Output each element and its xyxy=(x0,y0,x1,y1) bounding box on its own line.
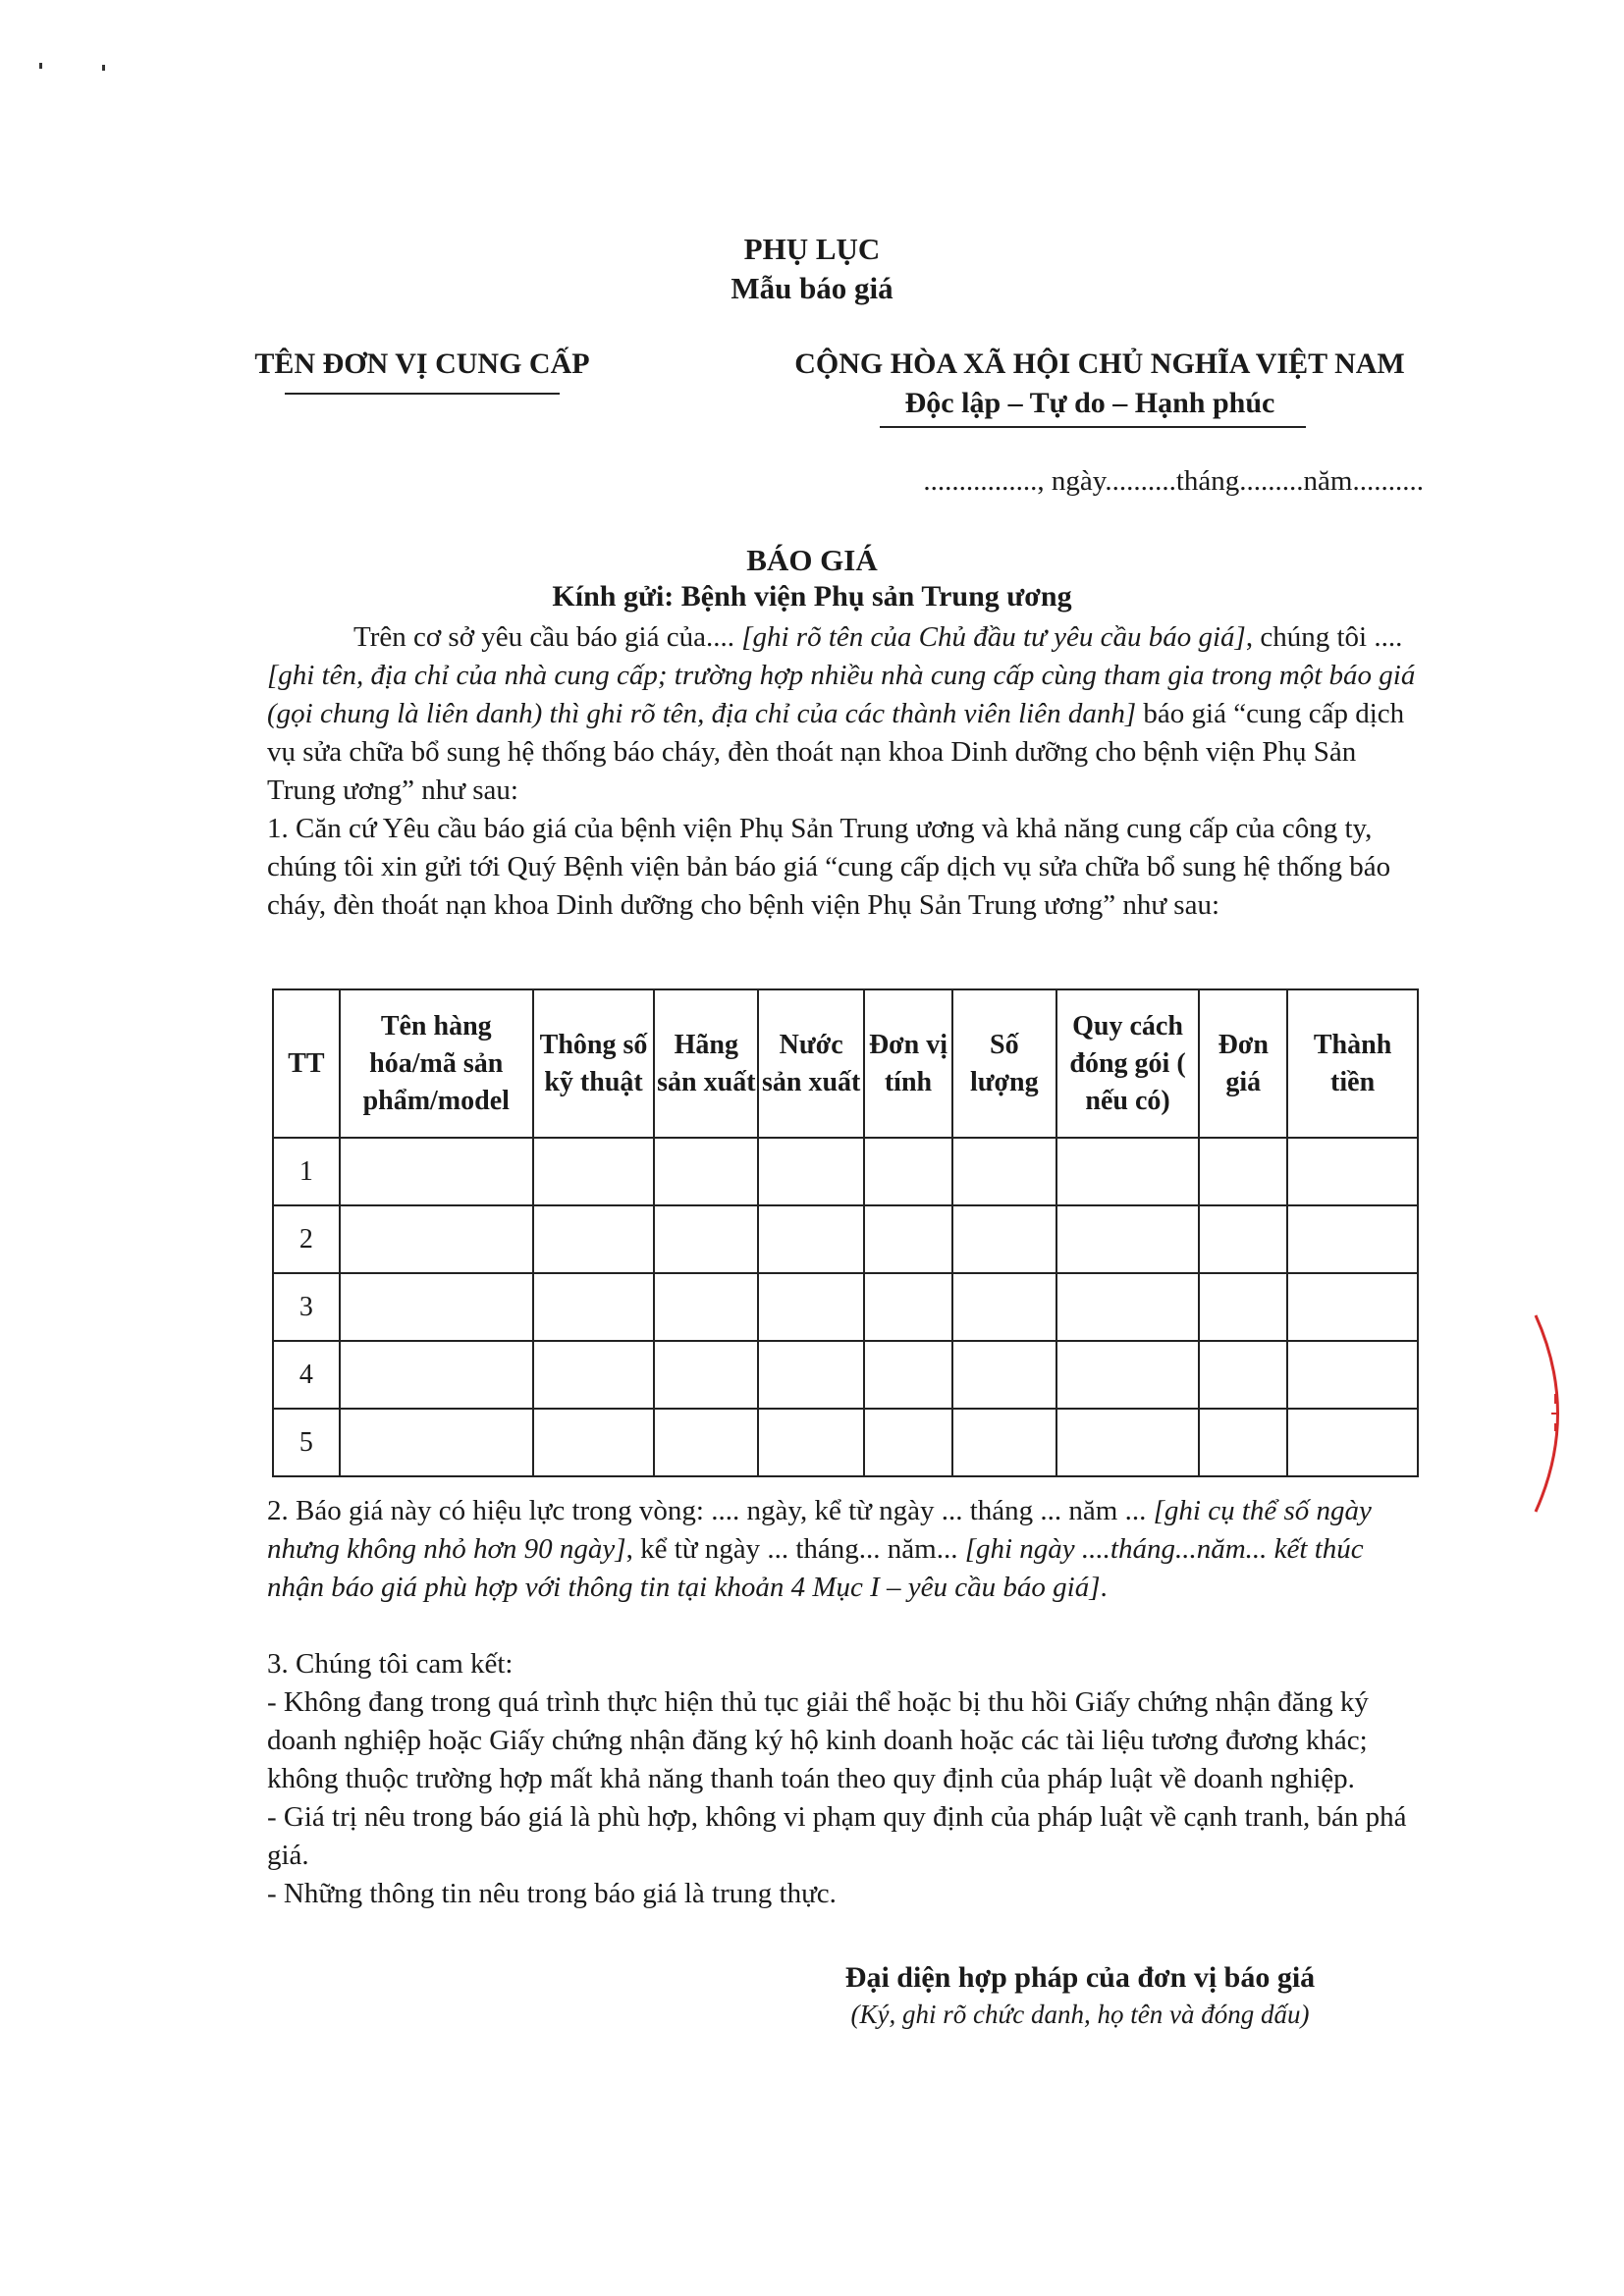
table-row xyxy=(273,1273,1418,1341)
table-row xyxy=(273,1138,1418,1205)
empty-cell xyxy=(758,1409,864,1476)
empty-cell xyxy=(340,1205,533,1273)
empty-cell xyxy=(654,1205,758,1273)
empty-cell xyxy=(533,1138,655,1205)
col-header-unit: Đơn vị tính xyxy=(864,989,952,1138)
empty-cell xyxy=(1199,1205,1287,1273)
intro-text: Trên cơ sở yêu cầu báo giá của.... xyxy=(353,621,742,653)
empty-cell xyxy=(340,1273,533,1341)
supplier-name-heading: TÊN ĐƠN VỊ CUNG CẤP xyxy=(254,347,590,380)
row-number-cell: 4 xyxy=(273,1341,340,1409)
empty-cell xyxy=(654,1341,758,1409)
empty-cell xyxy=(1056,1409,1200,1476)
intro-text: , chúng tôi .... xyxy=(1245,621,1403,653)
national-motto: Độc lập – Tự do – Hạnh phúc xyxy=(904,387,1275,419)
empty-cell xyxy=(758,1205,864,1273)
empty-cell xyxy=(1199,1138,1287,1205)
item-2-paragraph xyxy=(267,1492,1426,1607)
empty-cell xyxy=(1056,1273,1200,1341)
intro-text: báo giá “cung cấp dịch vụ sửa chữa bổ sung hệ thống báo cháy, đèn thoát nạn khoa Dinh dưỡng cho bệnh viện Phụ Sản Trung ương” như sau: xyxy=(267,698,1405,806)
empty-cell xyxy=(1287,1138,1418,1205)
row-number-cell: 1 xyxy=(273,1138,340,1205)
empty-cell xyxy=(864,1409,952,1476)
item-1-paragraph: 1. Căn cứ Yêu cầu báo giá của bệnh viện Phụ Sản Trung ương và khả năng cung cấp của công ty, chúng tôi xin gửi tới Quý Bệnh viện bản báo giá “cung cấp dịch vụ sửa chữa bổ sung hệ thống báo cháy, đèn thoát nạn khoa Dinh dưỡng cho bệnh viện Phụ Sản Trung ương” như sau: xyxy=(267,813,1391,921)
recipient-line: Kính gửi: Bệnh viện Phụ sản Trung ương xyxy=(552,580,1072,613)
empty-cell xyxy=(952,1341,1056,1409)
row-number-cell: 2 xyxy=(273,1205,340,1273)
col-header-specs: Thông số kỹ thuật xyxy=(533,989,655,1138)
empty-cell xyxy=(864,1273,952,1341)
scan-speck xyxy=(39,63,42,69)
empty-cell xyxy=(758,1273,864,1341)
scan-speck xyxy=(102,65,105,71)
empty-cell xyxy=(533,1409,655,1476)
empty-cell xyxy=(1056,1341,1200,1409)
annex-subtitle: Mẫu báo giá xyxy=(731,271,893,305)
row-number-cell: 5 xyxy=(273,1409,340,1476)
empty-cell xyxy=(654,1409,758,1476)
intro-instruction: [ghi tên, địa chỉ của nhà cung cấp; trường hợp nhiều nhà cung cấp cùng tham gia trong một báo giá (gọi chung là liên danh) thì ghi rõ tên, địa chỉ của các thành viên liên danh] xyxy=(267,660,1416,729)
intro-paragraph xyxy=(267,618,1426,810)
row-number-cell: 3 xyxy=(273,1273,340,1341)
empty-cell xyxy=(1199,1273,1287,1341)
empty-cell xyxy=(952,1205,1056,1273)
empty-cell xyxy=(533,1273,655,1341)
empty-cell xyxy=(654,1138,758,1205)
commitment-3: - Những thông tin nêu trong báo giá là trung thực. xyxy=(267,1878,837,1909)
item-2-instruction: [ghi cụ thể số ngày nhưng không nhỏ hơn 90 ngày] xyxy=(267,1495,1372,1565)
table-row xyxy=(273,1341,1418,1409)
empty-cell xyxy=(340,1409,533,1476)
commitment-1: - Không đang trong quá trình thực hiện thủ tục giải thể hoặc bị thu hồi Giấy chứng nhận đăng ký doanh nghiệp hoặc Giấy chứng nhận đăng ký hộ kinh doanh hoặc các tài liệu tương đương khác; không thuộc trường hợp mất khả năng thanh toán theo quy định của pháp luật về doanh nghiệp. xyxy=(267,1686,1369,1794)
table-row xyxy=(273,1409,1418,1476)
col-header-product-name: Tên hàng hóa/mã sản phẩm/model xyxy=(340,989,533,1138)
stamp-edge-mark xyxy=(1526,1306,1585,1522)
annex-title: PHỤ LỤC xyxy=(743,232,881,266)
motto-underline xyxy=(880,426,1306,428)
item-2-instruction: [ghi ngày ....tháng...năm... kết thúc nhận báo giá phù hợp với thông tin tại khoản 4 Mục I – yêu cầu báo giá] xyxy=(267,1533,1364,1603)
empty-cell xyxy=(1287,1205,1418,1273)
col-header-total: Thành tiền xyxy=(1287,989,1418,1138)
intro-instruction: [ghi rõ tên của Chủ đầu tư yêu cầu báo giá] xyxy=(741,621,1246,653)
item-3-section xyxy=(267,1645,1426,1913)
empty-cell xyxy=(533,1341,655,1409)
col-header-manufacturer: Hãng sản xuất xyxy=(654,989,758,1138)
quote-title: BÁO GIÁ xyxy=(746,543,878,577)
empty-cell xyxy=(758,1341,864,1409)
empty-cell xyxy=(1199,1409,1287,1476)
empty-cell xyxy=(1056,1138,1200,1205)
item-2-text: . xyxy=(1100,1572,1108,1603)
col-header-unit-price: Đơn giá xyxy=(1199,989,1287,1138)
empty-cell xyxy=(952,1409,1056,1476)
supplier-underline xyxy=(285,393,560,395)
empty-cell xyxy=(1287,1409,1418,1476)
empty-cell xyxy=(340,1138,533,1205)
item-3-heading: 3. Chúng tôi cam kết: xyxy=(267,1648,514,1680)
table-row xyxy=(273,1205,1418,1273)
empty-cell xyxy=(1287,1273,1418,1341)
empty-cell xyxy=(1199,1341,1287,1409)
price-quote-table xyxy=(272,988,1419,1477)
empty-cell xyxy=(1287,1341,1418,1409)
empty-cell xyxy=(533,1205,655,1273)
item-2-text: 2. Báo giá này có hiệu lực trong vòng: .... ngày, kể từ ngày ... tháng ... năm ... xyxy=(267,1495,1154,1526)
col-header-tt: TT xyxy=(273,989,340,1138)
empty-cell xyxy=(864,1341,952,1409)
empty-cell xyxy=(952,1138,1056,1205)
empty-cell xyxy=(952,1273,1056,1341)
signature-note: (Ký, ghi rõ chức danh, họ tên và đóng dấu) xyxy=(850,2000,1310,2029)
national-title: CỘNG HÒA XÃ HỘI CHỦ NGHĨA VIỆT NAM xyxy=(794,347,1405,380)
empty-cell xyxy=(1056,1205,1200,1273)
empty-cell xyxy=(758,1138,864,1205)
empty-cell xyxy=(864,1138,952,1205)
table-header-row xyxy=(273,989,1418,1138)
col-header-packaging: Quy cách đóng gói ( nếu có) xyxy=(1056,989,1200,1138)
col-header-country: Nước sản xuất xyxy=(758,989,864,1138)
commitment-2: - Giá trị nêu trong báo giá là phù hợp, không vi phạm quy định của pháp luật về cạnh tranh, bán phá giá. xyxy=(267,1801,1407,1871)
empty-cell xyxy=(864,1205,952,1273)
signature-title: Đại diện hợp pháp của đơn vị báo giá xyxy=(844,1961,1316,1994)
empty-cell xyxy=(340,1341,533,1409)
date-line: ................, ngày..........tháng.........năm.......... xyxy=(923,465,1424,497)
item-2-text: , kể từ ngày ... tháng... năm... xyxy=(625,1533,965,1565)
empty-cell xyxy=(654,1273,758,1341)
col-header-quantity: Số lượng xyxy=(952,989,1056,1138)
